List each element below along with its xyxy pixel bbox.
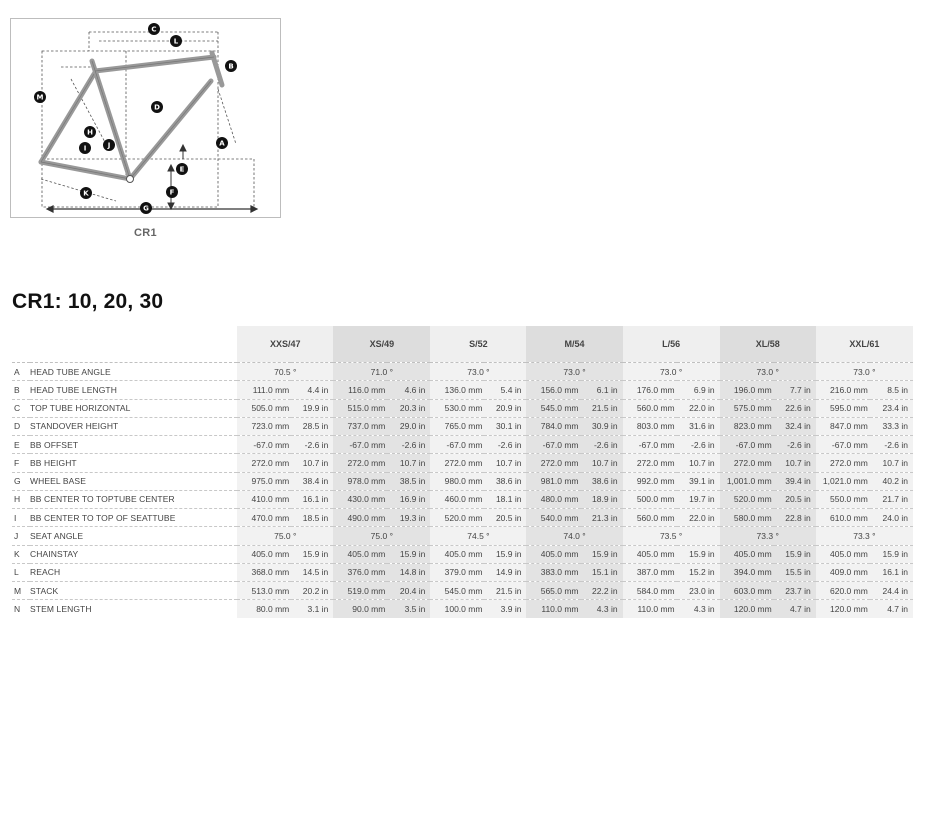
value-in: 14.5 in	[291, 563, 333, 581]
size-header: M/54	[526, 326, 622, 363]
value-in: 38.6 in	[484, 472, 526, 490]
row-letter: K	[14, 549, 20, 560]
value-mm: 978.0 mm	[333, 472, 387, 490]
row-letter: F	[14, 457, 20, 468]
page-title: CR1: 10, 20, 30	[12, 290, 164, 313]
value-mm: 540.0 mm	[526, 509, 580, 527]
value-mm: 620.0 mm	[816, 582, 870, 600]
value-in: 31.6 in	[677, 417, 720, 435]
table-row	[12, 600, 913, 618]
marker-a-icon	[216, 137, 228, 149]
value-in: 15.9 in	[870, 545, 913, 563]
value-mm: 1,001.0 mm	[720, 472, 774, 490]
angle-value: 73.3 °	[816, 527, 913, 545]
value-mm: 405.0 mm	[623, 545, 677, 563]
value-in: 21.5 in	[484, 582, 526, 600]
marker-b-icon	[225, 60, 237, 72]
value-mm: 784.0 mm	[526, 417, 580, 435]
value-mm: 560.0 mm	[623, 399, 677, 417]
value-mm: 272.0 mm	[430, 454, 484, 472]
value-in: 4.6 in	[387, 381, 430, 399]
value-mm: 500.0 mm	[623, 490, 677, 508]
value-in: 15.9 in	[677, 545, 720, 563]
value-in: 10.7 in	[387, 454, 430, 472]
marker-j-icon	[103, 139, 115, 151]
row-letter: C	[14, 403, 21, 414]
value-mm: 460.0 mm	[430, 490, 484, 508]
value-mm: 405.0 mm	[333, 545, 387, 563]
angle-value: 71.0 °	[333, 363, 430, 381]
value-in: 40.2 in	[870, 472, 913, 490]
size-header: XL/58	[720, 326, 816, 363]
marker-f-icon	[166, 186, 178, 198]
value-mm: 520.0 mm	[430, 509, 484, 527]
angle-value: 73.0 °	[816, 363, 913, 381]
value-in: 20.9 in	[484, 399, 526, 417]
value-in: 39.4 in	[774, 472, 816, 490]
angle-value: 74.5 °	[430, 527, 526, 545]
value-mm: 980.0 mm	[430, 472, 484, 490]
value-mm: 975.0 mm	[237, 472, 291, 490]
value-in: 20.5 in	[484, 509, 526, 527]
height-arrows	[168, 145, 186, 209]
value-in: -2.6 in	[677, 436, 720, 454]
marker-m-icon	[34, 91, 46, 103]
value-mm: 519.0 mm	[333, 582, 387, 600]
value-in: 38.6 in	[581, 472, 623, 490]
value-mm: 505.0 mm	[237, 399, 291, 417]
header-spacer	[30, 326, 237, 363]
value-in: 30.9 in	[581, 417, 623, 435]
svg-text:K: K	[83, 189, 89, 198]
value-mm: 80.0 mm	[237, 600, 291, 618]
value-mm: 595.0 mm	[816, 399, 870, 417]
value-mm: 405.0 mm	[816, 545, 870, 563]
bottom-bracket	[127, 176, 134, 183]
value-mm: 575.0 mm	[720, 399, 774, 417]
value-in: 32.4 in	[774, 417, 816, 435]
value-mm: 90.0 mm	[333, 600, 387, 618]
value-mm: 430.0 mm	[333, 490, 387, 508]
row-label: HEAD TUBE ANGLE	[30, 366, 111, 377]
marker-h-icon	[84, 126, 96, 138]
value-in: 21.3 in	[581, 509, 623, 527]
row-letter: G	[14, 476, 21, 487]
row-label: TOP TUBE HORIZONTAL	[30, 403, 131, 414]
angle-value: 73.0 °	[526, 363, 622, 381]
value-mm: 603.0 mm	[720, 582, 774, 600]
angle-value: 73.0 °	[623, 363, 720, 381]
value-mm: 110.0 mm	[623, 600, 677, 618]
angle-value: 73.5 °	[623, 527, 720, 545]
value-mm: 490.0 mm	[333, 509, 387, 527]
value-in: -2.6 in	[291, 436, 333, 454]
value-mm: 515.0 mm	[333, 399, 387, 417]
value-mm: 216.0 mm	[816, 381, 870, 399]
value-in: 15.9 in	[387, 545, 430, 563]
value-in: 4.7 in	[774, 600, 816, 618]
table-row	[12, 436, 913, 454]
svg-text:E: E	[179, 165, 185, 174]
frame-tubes	[41, 53, 222, 179]
svg-text:F: F	[169, 188, 175, 197]
value-in: 30.1 in	[484, 417, 526, 435]
row-letter: L	[14, 567, 19, 578]
angle-value: 73.0 °	[720, 363, 816, 381]
value-mm: 560.0 mm	[623, 509, 677, 527]
table-row	[12, 472, 913, 490]
marker-l-icon	[170, 35, 182, 47]
value-mm: 823.0 mm	[720, 417, 774, 435]
marker-c-icon	[148, 23, 160, 35]
value-in: 15.1 in	[581, 563, 623, 581]
value-in: 15.9 in	[291, 545, 333, 563]
value-in: 22.8 in	[774, 509, 816, 527]
value-mm: 272.0 mm	[333, 454, 387, 472]
value-in: 15.9 in	[484, 545, 526, 563]
value-in: 10.7 in	[677, 454, 720, 472]
value-mm: 272.0 mm	[526, 454, 580, 472]
value-in: 4.3 in	[677, 600, 720, 618]
dimension-lines	[41, 32, 254, 207]
value-in: 24.0 in	[870, 509, 913, 527]
value-mm: -67.0 mm	[623, 436, 677, 454]
value-mm: 176.0 mm	[623, 381, 677, 399]
row-label: STEM LENGTH	[30, 604, 92, 615]
value-in: 21.5 in	[581, 399, 623, 417]
value-in: 4.4 in	[291, 381, 333, 399]
table-row	[12, 582, 913, 600]
value-in: 24.4 in	[870, 582, 913, 600]
svg-text:L: L	[173, 37, 179, 46]
row-letter: I	[14, 512, 17, 523]
row-letter: E	[14, 439, 20, 450]
value-in: -2.6 in	[484, 436, 526, 454]
row-letter: B	[14, 384, 20, 395]
value-mm: 584.0 mm	[623, 582, 677, 600]
value-in: 4.3 in	[581, 600, 623, 618]
svg-text:C: C	[151, 25, 157, 34]
value-in: 38.5 in	[387, 472, 430, 490]
value-mm: 405.0 mm	[430, 545, 484, 563]
value-in: 21.7 in	[870, 490, 913, 508]
table-row	[12, 527, 913, 545]
value-mm: 383.0 mm	[526, 563, 580, 581]
row-label: STANDOVER HEIGHT	[30, 421, 119, 432]
size-header-row	[12, 326, 913, 363]
row-label: BB HEIGHT	[30, 457, 77, 468]
value-mm: 545.0 mm	[526, 399, 580, 417]
value-in: 18.5 in	[291, 509, 333, 527]
value-mm: 379.0 mm	[430, 563, 484, 581]
svg-text:D: D	[154, 103, 160, 112]
value-mm: 765.0 mm	[430, 417, 484, 435]
value-in: 39.1 in	[677, 472, 720, 490]
value-mm: 120.0 mm	[816, 600, 870, 618]
marker-i-icon	[79, 142, 91, 154]
value-in: -2.6 in	[581, 436, 623, 454]
table-row	[12, 563, 913, 581]
value-in: 16.1 in	[291, 490, 333, 508]
value-in: 22.0 in	[677, 509, 720, 527]
value-mm: 111.0 mm	[237, 381, 291, 399]
value-mm: 530.0 mm	[430, 399, 484, 417]
value-mm: -67.0 mm	[720, 436, 774, 454]
svg-text:H: H	[87, 128, 93, 137]
row-label: BB OFFSET	[30, 439, 79, 450]
value-in: 8.5 in	[870, 381, 913, 399]
svg-text:G: G	[143, 204, 149, 213]
svg-text:I: I	[83, 144, 87, 153]
value-in: -2.6 in	[870, 436, 913, 454]
row-label: CHAINSTAY	[30, 549, 79, 560]
value-mm: 110.0 mm	[526, 600, 580, 618]
value-in: 14.9 in	[484, 563, 526, 581]
value-in: 29.0 in	[387, 417, 430, 435]
size-header: XS/49	[333, 326, 430, 363]
value-mm: 803.0 mm	[623, 417, 677, 435]
svg-text:B: B	[228, 62, 234, 71]
value-in: 14.8 in	[387, 563, 430, 581]
value-mm: -67.0 mm	[430, 436, 484, 454]
value-in: 22.2 in	[581, 582, 623, 600]
value-in: 7.7 in	[774, 381, 816, 399]
angle-value: 70.5 °	[237, 363, 333, 381]
value-in: 16.1 in	[870, 563, 913, 581]
table-row	[12, 417, 913, 435]
value-mm: 847.0 mm	[816, 417, 870, 435]
value-in: 5.4 in	[484, 381, 526, 399]
row-letter: M	[14, 585, 22, 596]
table-row	[12, 381, 913, 399]
size-header: XXL/61	[816, 326, 913, 363]
value-in: 20.4 in	[387, 582, 430, 600]
value-mm: 272.0 mm	[623, 454, 677, 472]
row-label: BB CENTER TO TOP OF SEATTUBE	[30, 512, 176, 523]
geometry-diagram	[10, 18, 281, 218]
value-mm: 394.0 mm	[720, 563, 774, 581]
table-row	[12, 509, 913, 527]
value-mm: 723.0 mm	[237, 417, 291, 435]
marker-d-icon	[151, 101, 163, 113]
value-in: 10.7 in	[484, 454, 526, 472]
value-in: 19.3 in	[387, 509, 430, 527]
value-in: 23.4 in	[870, 399, 913, 417]
value-in: 20.5 in	[774, 490, 816, 508]
marker-e-icon	[176, 163, 188, 175]
value-in: 23.7 in	[774, 582, 816, 600]
row-label: BB CENTER TO TOPTUBE CENTER	[30, 494, 175, 505]
value-in: 16.9 in	[387, 490, 430, 508]
value-mm: 480.0 mm	[526, 490, 580, 508]
row-label: STACK	[30, 585, 59, 596]
value-mm: 156.0 mm	[526, 381, 580, 399]
value-mm: 387.0 mm	[623, 563, 677, 581]
geometry-table	[12, 326, 913, 618]
value-mm: 610.0 mm	[816, 509, 870, 527]
value-in: 4.7 in	[870, 600, 913, 618]
value-mm: 368.0 mm	[237, 563, 291, 581]
value-in: 19.9 in	[291, 399, 333, 417]
value-mm: 981.0 mm	[526, 472, 580, 490]
value-in: 19.7 in	[677, 490, 720, 508]
angle-value: 74.0 °	[526, 527, 622, 545]
figure-caption: CR1	[134, 227, 157, 239]
bike-frame-diagram	[11, 19, 282, 219]
value-mm: -67.0 mm	[526, 436, 580, 454]
value-in: 10.7 in	[581, 454, 623, 472]
row-letter: H	[14, 494, 21, 505]
value-mm: 513.0 mm	[237, 582, 291, 600]
marker-k-icon	[80, 187, 92, 199]
value-mm: 409.0 mm	[816, 563, 870, 581]
value-in: 3.5 in	[387, 600, 430, 618]
value-mm: 545.0 mm	[430, 582, 484, 600]
value-mm: 405.0 mm	[526, 545, 580, 563]
value-mm: 737.0 mm	[333, 417, 387, 435]
value-mm: -67.0 mm	[237, 436, 291, 454]
value-in: 10.7 in	[774, 454, 816, 472]
svg-text:A: A	[219, 139, 225, 148]
value-mm: 136.0 mm	[430, 381, 484, 399]
angle-value: 73.3 °	[720, 527, 816, 545]
row-letter: A	[14, 366, 20, 377]
value-in: 33.3 in	[870, 417, 913, 435]
value-mm: 120.0 mm	[720, 600, 774, 618]
angle-value: 75.0 °	[333, 527, 430, 545]
svg-text:M: M	[36, 93, 44, 102]
value-mm: -67.0 mm	[333, 436, 387, 454]
value-mm: 410.0 mm	[237, 490, 291, 508]
value-in: 15.2 in	[677, 563, 720, 581]
value-in: 6.1 in	[581, 381, 623, 399]
value-in: 20.3 in	[387, 399, 430, 417]
value-mm: 580.0 mm	[720, 509, 774, 527]
value-mm: 470.0 mm	[237, 509, 291, 527]
value-mm: -67.0 mm	[816, 436, 870, 454]
value-mm: 992.0 mm	[623, 472, 677, 490]
row-letter: J	[14, 530, 19, 541]
value-mm: 100.0 mm	[430, 600, 484, 618]
row-label: WHEEL BASE	[30, 476, 86, 487]
value-mm: 196.0 mm	[720, 381, 774, 399]
value-mm: 520.0 mm	[720, 490, 774, 508]
value-in: 3.9 in	[484, 600, 526, 618]
table-row	[12, 363, 913, 381]
angle-value: 73.0 °	[430, 363, 526, 381]
row-label: HEAD TUBE LENGTH	[30, 384, 117, 395]
value-mm: 272.0 mm	[237, 454, 291, 472]
value-mm: 405.0 mm	[720, 545, 774, 563]
table-row	[12, 399, 913, 417]
value-mm: 565.0 mm	[526, 582, 580, 600]
value-in: 20.2 in	[291, 582, 333, 600]
value-in: 15.5 in	[774, 563, 816, 581]
value-mm: 550.0 mm	[816, 490, 870, 508]
size-header: L/56	[623, 326, 720, 363]
value-in: 23.0 in	[677, 582, 720, 600]
value-mm: 376.0 mm	[333, 563, 387, 581]
value-in: 18.9 in	[581, 490, 623, 508]
row-letter: D	[14, 421, 21, 432]
value-in: 28.5 in	[291, 417, 333, 435]
row-label: REACH	[30, 567, 61, 578]
value-in: 6.9 in	[677, 381, 720, 399]
angle-value: 75.0 °	[237, 527, 333, 545]
value-in: 3.1 in	[291, 600, 333, 618]
value-mm: 405.0 mm	[237, 545, 291, 563]
value-in: 15.9 in	[774, 545, 816, 563]
table-row	[12, 545, 913, 563]
row-letter: N	[14, 604, 21, 615]
table-row	[12, 490, 913, 508]
size-header: S/52	[430, 326, 526, 363]
geometry-rows	[12, 363, 913, 619]
value-in: 18.1 in	[484, 490, 526, 508]
value-in: 38.4 in	[291, 472, 333, 490]
value-mm: 272.0 mm	[816, 454, 870, 472]
value-mm: 1,021.0 mm	[816, 472, 870, 490]
marker-g-icon	[140, 202, 152, 214]
table-row	[12, 454, 913, 472]
value-in: 22.6 in	[774, 399, 816, 417]
value-in: 10.7 in	[291, 454, 333, 472]
value-in: 15.9 in	[581, 545, 623, 563]
value-mm: 272.0 mm	[720, 454, 774, 472]
value-in: 10.7 in	[870, 454, 913, 472]
value-mm: 116.0 mm	[333, 381, 387, 399]
svg-text:J: J	[107, 141, 111, 150]
row-label: SEAT ANGLE	[30, 530, 84, 541]
size-header: XXS/47	[237, 326, 333, 363]
value-in: -2.6 in	[387, 436, 430, 454]
value-in: 22.0 in	[677, 399, 720, 417]
header-spacer	[12, 326, 30, 363]
value-in: -2.6 in	[774, 436, 816, 454]
